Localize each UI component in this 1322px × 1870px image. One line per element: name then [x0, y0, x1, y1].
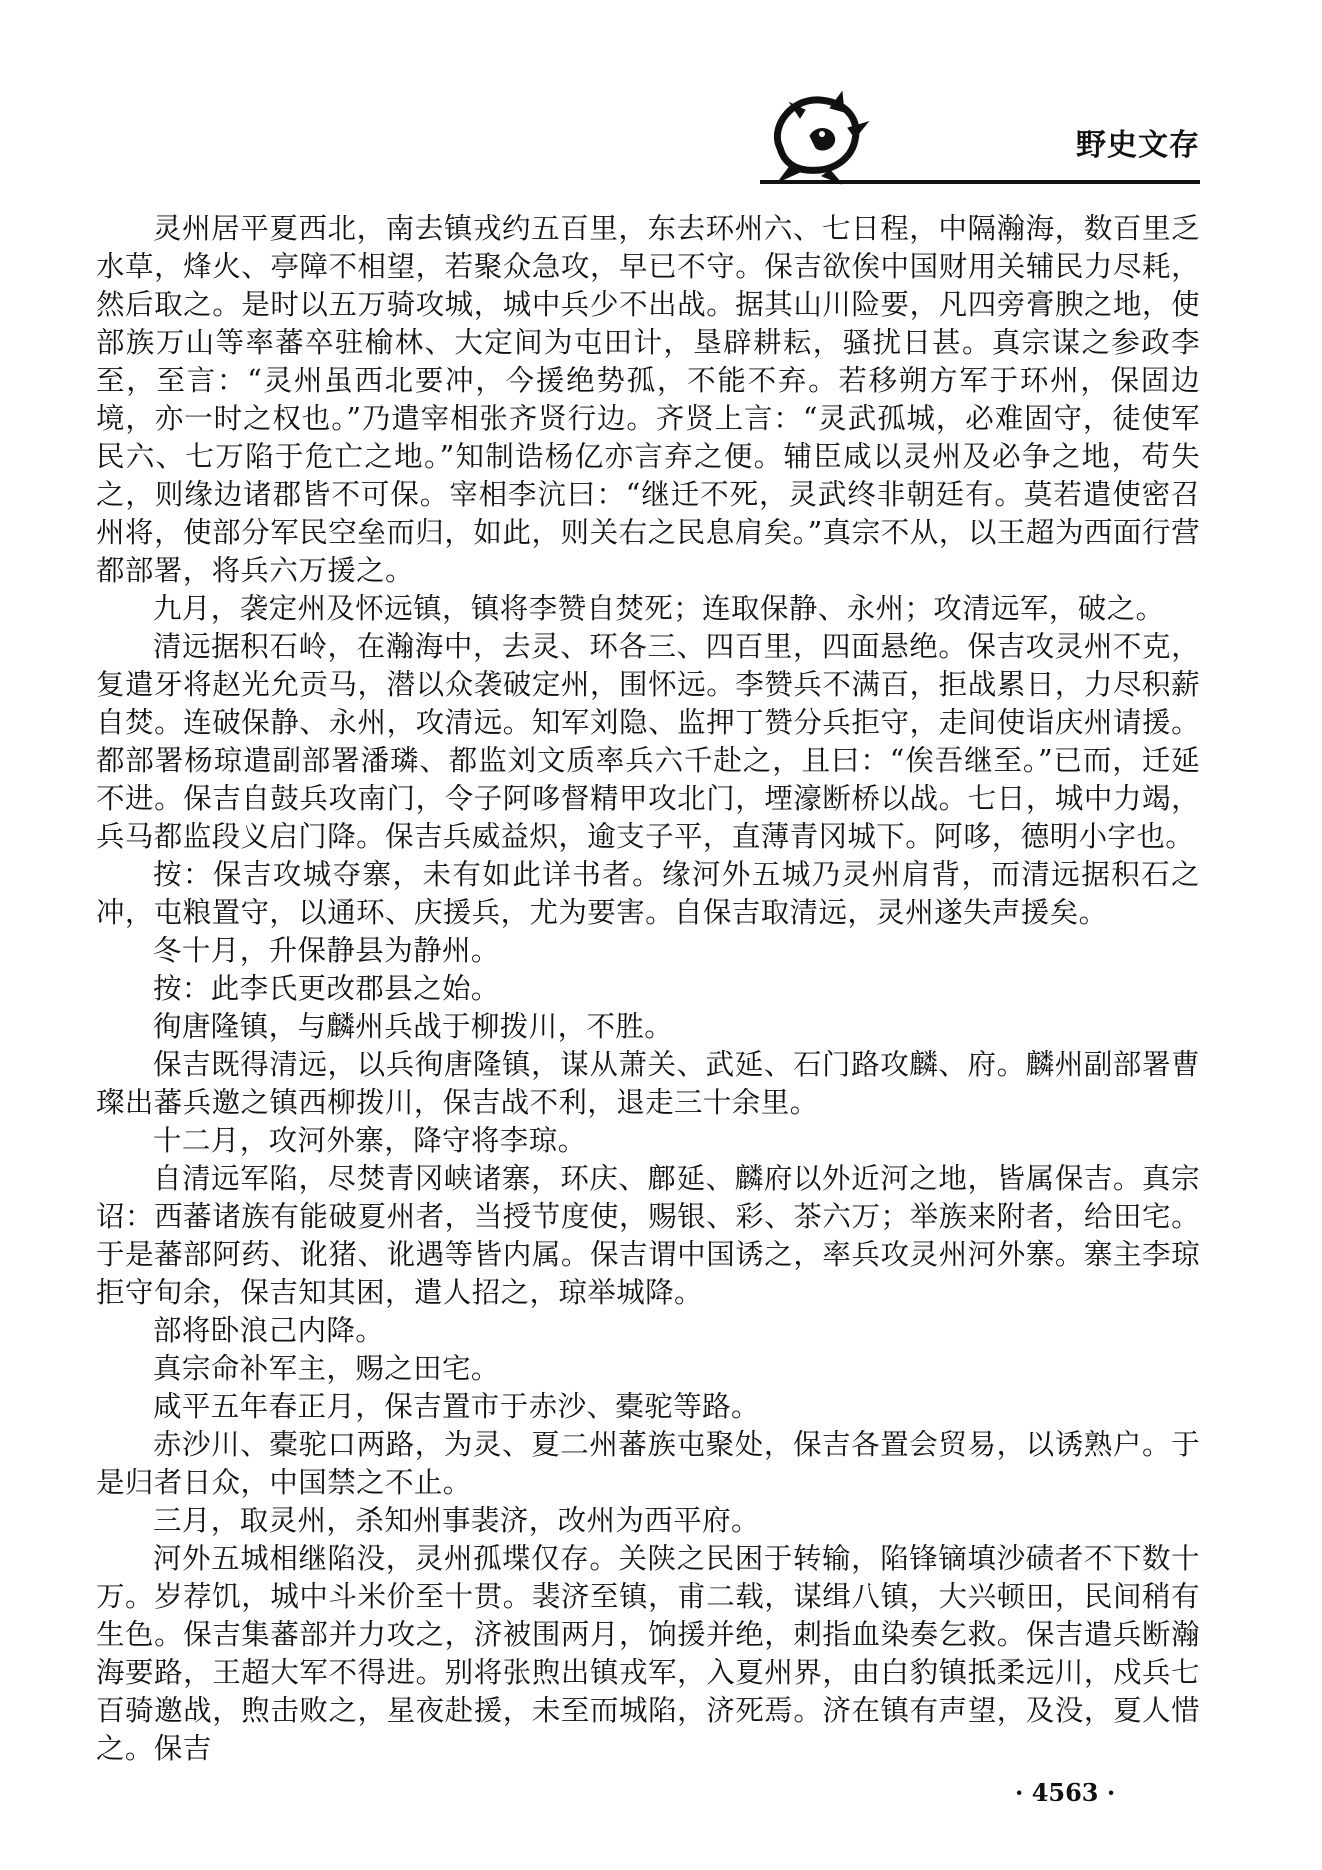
paragraph: 咸平五年春正月，保吉置市于赤沙、橐驼等路。 — [153, 1390, 760, 1423]
paragraph: 九月，袭定州及怀远镇，镇将李赞自焚死；连取保静、永州；攻清远军，破之。 — [153, 592, 1165, 625]
paragraph: 冬十月，升保静县为静州。 — [153, 934, 500, 967]
paragraph: 按：保吉攻城夺寨，未有如此详书者。缘河外五城乃灵州肩背，而清远据积石之冲，屯粮置守，以通环、庆援兵，尤为要害。自保吉取清远，灵州遂失声援矣。 — [96, 858, 1200, 929]
paragraph: 三月，取灵州，杀知州事裴济，改州为西平府。 — [153, 1504, 760, 1537]
paragraph: 徇唐隆镇，与麟州兵战于柳拨川，不胜。 — [153, 1010, 674, 1043]
paragraph: 保吉既得清远，以兵徇唐隆镇，谋从萧关、武延、石门路攻麟、府。麟州副部署曹璨出蕃兵邀之镇西柳拨川，保吉战不利，退走三十余里。 — [96, 1048, 1200, 1119]
paragraph: 真宗命补军主，赐之田宅。 — [153, 1352, 500, 1385]
paragraph: 部将卧浪己内降。 — [153, 1314, 385, 1347]
series-title: 野史文存 — [1076, 128, 1200, 163]
paragraph: 按：此李氏更改郡县之始。 — [153, 972, 500, 1005]
dragon-emblem-icon — [760, 78, 880, 188]
paragraph: 十二月，攻河外寨，降守将李琼。 — [153, 1124, 587, 1157]
page-number: · 4563 · — [1015, 1778, 1116, 1807]
paragraph: 自清远军陷，尽焚青冈峡诸寨，环庆、鄜延、麟府以外近河之地，皆属保吉。真宗诏：西蕃诸族有能破夏州者，当授节度使，赐银、彩、茶六万；举族来附者，给田宅。于是蕃部阿药、讹猪、讹遇等皆内属。保吉谓中国诱之，率兵攻灵州河外寨。寨主李琼拒守旬余，保吉知其困，遣人招之，琼举城降。 — [96, 1162, 1200, 1309]
paragraph: 赤沙川、橐驼口两路，为灵、夏二州蕃族屯聚处，保吉各置会贸易，以诱熟户。于是归者日众，中国禁之不止。 — [96, 1428, 1200, 1499]
body-text — [96, 210, 1200, 1768]
running-header — [760, 78, 1200, 188]
paragraph: 灵州居平夏西北，南去镇戎约五百里，东去环州六、七日程，中隔瀚海，数百里乏水草，烽火、亭障不相望，若聚众急攻，早已不守。保吉欲俟中国财用关辅民力尽耗，然后取之。是时以五万骑攻城，城中兵少不出战。据其山川险要，凡四旁膏腴之地，使部族万山等率蕃卒驻榆林、大定间为屯田计，垦辟耕耘，骚扰日甚。真宗谋之参政李至，至言：“灵州虽西北要冲，今援绝势孤，不能不弃。若移朔方军于环州，保固边境，亦一时之权也。”乃遣宰相张齐贤行边。齐贤上言：“灵武孤城，必难固守，徒使军民六、七万陷于危亡之地。”知制诰杨亿亦言弃之便。辅臣咸以灵州及必争之地，苟失之，则缘边诸郡皆不可保。宰相李沆曰：“继迁不死，灵武终非朝廷有。莫若遣使密召州将，使部分军民空垒而归，如此，则关右之民息肩矣。”真宗不从，以王超为西面行营都部署，将兵六万援之。 — [96, 212, 1200, 587]
header-rule — [760, 180, 1200, 184]
paragraph: 河外五城相继陷没，灵州孤堞仅存。关陕之民困于转输，陷锋镝填沙碛者不下数十万。岁荐饥，城中斗米价至十贯。裴济至镇，甫二载，谋缉八镇，大兴顿田，民间稍有生色。保吉集蕃部并力攻之，济被围两月，饷援并绝，刺指血染奏乞救。保吉遣兵断瀚海要路，王超大军不得进。别将张煦出镇戎军，入夏州界，由白豹镇抵柔远川，戍兵七百骑邀战，煦击败之，星夜赴援，未至而城陷，济死焉。济在镇有声望，及没，夏人惜之。保吉 — [96, 1542, 1200, 1765]
paragraph: 清远据积石岭，在瀚海中，去灵、环各三、四百里，四面悬绝。保吉攻灵州不克，复遣牙将赵光允贡马，潜以众袭破定州，围怀远。李赞兵不满百，拒战累日，力尽积薪自焚。连破保静、永州，攻清远。知军刘隐、监押丁赞分兵拒守，走间使诣庆州请援。都部署杨琼遣副部署潘璘、都监刘文质率兵六千赴之，且曰：“俟吾继至。”已而，迁延不进。保吉自鼓兵攻南门，令子阿哆督精甲攻北门，堙濠断桥以战。七日，城中力竭，兵马都监段义启门降。保吉兵威益炽，逾支子平，直薄青冈城下。阿哆，德明小字也。 — [96, 630, 1200, 853]
